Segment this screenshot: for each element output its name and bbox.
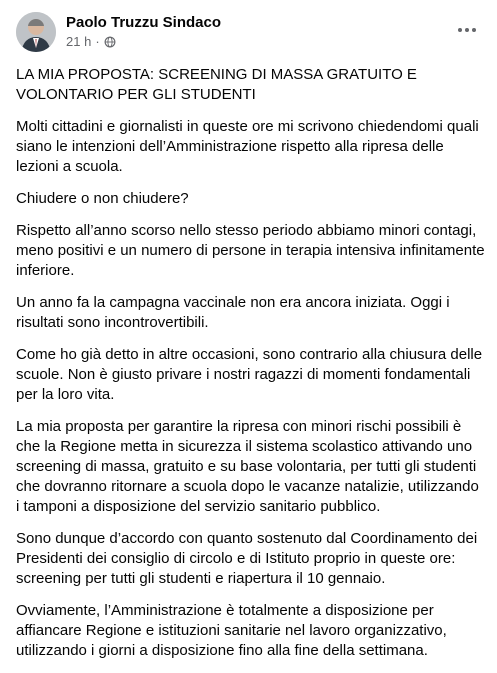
post-paragraph: Molti cittadini e giornalisti in queste ore mi scrivono chiedendomi quali siano le intenzioni dell’Amministrazione rispetto alla ripresa delle lezioni a scuola. <box>16 118 479 175</box>
meta-separator: · <box>95 34 100 49</box>
globe-icon[interactable] <box>104 36 116 48</box>
author-name[interactable]: Paolo Truzzu Sindaco <box>66 14 222 31</box>
post-paragraph: Un anno fa la campagna vaccinale non era ancora iniziata. Oggi i risultati sono incontrovertibili. <box>16 294 450 331</box>
more-options-icon[interactable] <box>453 18 481 42</box>
post-time[interactable]: 21 h <box>66 34 92 49</box>
post-paragraph: La mia proposta per garantire la ripresa con minori rischi possibili è che la Regione metta in sicurezza il sistema scolastico attivando uno screening di massa, gratuito e su base volontaria, per tutti gli studenti che dovranno ritornare a scuola dopo le vacanze natalizie, utilizzando i tamponi a disposizione del servizio sanitario pubblico. <box>16 418 479 515</box>
avatar[interactable] <box>16 12 56 52</box>
post-paragraph: Come ho già detto in altre occasioni, sono contrario alla chiusura delle scuole. Non è giusto privare i nostri ragazzi di momenti fondamentali per la loro vita. <box>16 346 483 403</box>
post-paragraph: LA MIA PROPOSTA: SCREENING DI MASSA GRATUITO E VOLONTARIO PER GLI STUDENTI <box>16 66 417 103</box>
post-paragraph: Chiudere o non chiudere? <box>16 190 189 207</box>
post-paragraph: Ovviamente, l’Amministrazione è totalmente a disposizione per affiancare Regione e istituzioni sanitarie nel lavoro organizzativo, utilizzando i giorni a disposizione fino alla fine della settimana. <box>16 602 447 659</box>
post-meta <box>66 34 116 49</box>
post-paragraph: Rispetto all’anno scorso nello stesso periodo abbiamo minori contagi, meno positivi e un numero di persone in terapia intensiva infinitamente inferiore. <box>16 222 485 279</box>
post-header <box>16 12 481 52</box>
post-paragraph: Sono dunque d’accordo con quanto sostenuto dal Coordinamento dei Presidenti dei consiglio di circolo e di Istituto proprio in queste ore: screening per tutti gli studenti e riapertura il 10 gennaio. <box>16 530 478 587</box>
post-content <box>16 65 486 673</box>
